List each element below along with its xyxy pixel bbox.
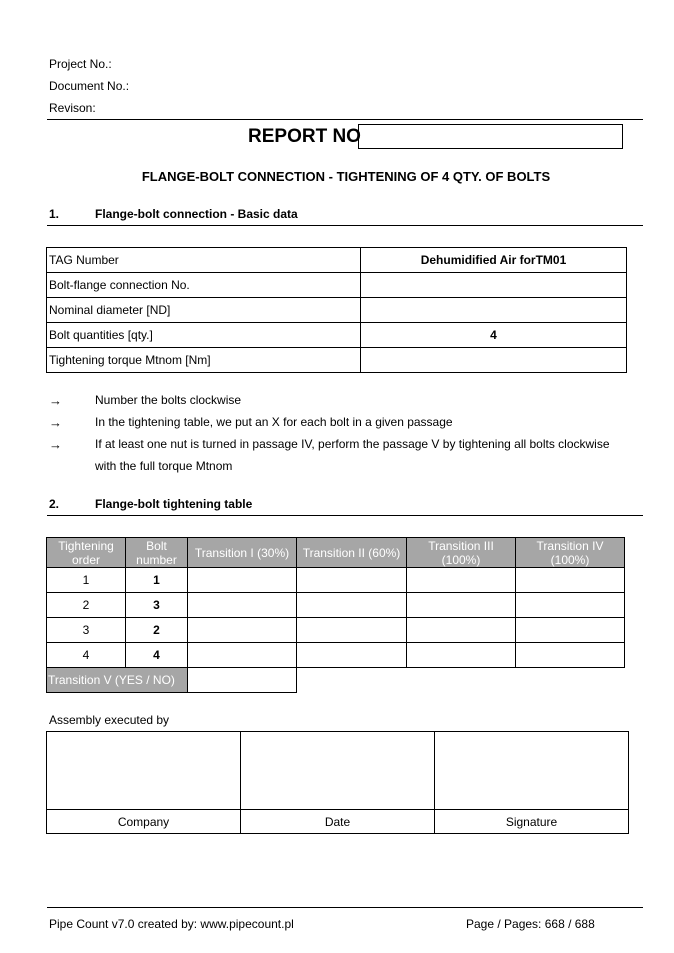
signature-box-row: [47, 732, 629, 810]
bolt-quantities-value[interactable]: 4: [361, 323, 627, 348]
table-row: [47, 323, 627, 348]
bolt-number-cell: 1: [126, 568, 188, 593]
assembly-table: [46, 731, 629, 834]
transition-2-cell[interactable]: [297, 618, 407, 643]
col-bolt-number: Bolt number: [126, 538, 188, 568]
transition-1-cell[interactable]: [188, 643, 297, 668]
arrow-icon: →: [49, 437, 62, 452]
transition-1-cell[interactable]: [188, 593, 297, 618]
tightening-order-cell: 3: [47, 618, 126, 643]
revision-label: Revison:: [49, 101, 96, 115]
report-number-field[interactable]: [358, 124, 623, 149]
transition-4-cell[interactable]: [516, 618, 625, 643]
col-transition-3: Transition III (100%): [407, 538, 516, 568]
note-item: If at least one nut is turned in passage IV, perform the passage V by tightening all bolts clockwise: [95, 437, 610, 451]
page-counter: Page / Pages: 668 / 688: [466, 917, 595, 931]
section2-title: Flange-bolt tightening table: [95, 497, 253, 511]
basic-data-table: [46, 247, 627, 373]
signature-label-row: [47, 810, 629, 834]
section1-number: 1.: [49, 207, 60, 221]
report-title: REPORT NO: [248, 126, 361, 147]
transition-3-cell[interactable]: [407, 643, 516, 668]
transition-v-row: [47, 668, 625, 693]
footer-divider: [47, 907, 643, 908]
transition-3-cell[interactable]: [407, 618, 516, 643]
table-row: [47, 248, 627, 273]
tightening-table: [46, 537, 625, 693]
transition-4-cell[interactable]: [516, 643, 625, 668]
note-item: Number the bolts clockwise: [95, 393, 242, 407]
transition-3-cell[interactable]: [407, 568, 516, 593]
company-label: Company: [47, 810, 241, 834]
connection-no-value[interactable]: [361, 273, 627, 298]
document-title: FLANGE-BOLT CONNECTION - TIGHTENING OF 4 QTY. OF BOLTS: [141, 169, 551, 184]
col-transition-2: Transition II (60%): [297, 538, 407, 568]
transition-4-cell[interactable]: [516, 593, 625, 618]
project-no-label: Project No.:: [49, 57, 112, 71]
section2-number: 2.: [49, 497, 60, 511]
table-row: [47, 618, 625, 643]
table-row: [47, 593, 625, 618]
section2-divider: [47, 515, 643, 516]
tightening-torque-label: Tightening torque Mtnom [Nm]: [47, 348, 361, 373]
signature-label: Signature: [435, 810, 629, 834]
table-row: [47, 643, 625, 668]
arrow-icon: →: [49, 415, 62, 430]
section1-divider: [47, 225, 643, 226]
transition-2-cell[interactable]: [297, 593, 407, 618]
col-transition-4: Transition IV (100%): [516, 538, 625, 568]
transition-3-cell[interactable]: [407, 593, 516, 618]
tag-number-label: TAG Number: [47, 248, 361, 273]
date-box[interactable]: [241, 732, 435, 810]
table-row: [47, 348, 627, 373]
nominal-diameter-label: Nominal diameter [ND]: [47, 298, 361, 323]
table-header-row: [47, 538, 625, 568]
assembly-label: Assembly executed by: [49, 713, 170, 727]
transition-2-cell[interactable]: [297, 643, 407, 668]
transition-1-cell[interactable]: [188, 568, 297, 593]
transition-4-cell[interactable]: [516, 568, 625, 593]
col-transition-1: Transition I (30%): [188, 538, 297, 568]
table-row: [47, 298, 627, 323]
tightening-order-cell: 2: [47, 593, 126, 618]
bolt-quantities-label: Bolt quantities [qty.]: [47, 323, 361, 348]
footer-credit: Pipe Count v7.0 created by: www.pipecount.pl: [49, 917, 294, 931]
transition-v-label: Transition V (YES / NO): [47, 668, 188, 693]
section1-title: Flange-bolt connection - Basic data: [95, 207, 298, 221]
col-tightening-order: Tightening order: [47, 538, 126, 568]
tightening-order-cell: 1: [47, 568, 126, 593]
document-no-label: Document No.:: [49, 79, 130, 93]
date-label: Date: [241, 810, 435, 834]
signature-box[interactable]: [435, 732, 629, 810]
arrow-icon: →: [49, 393, 62, 408]
header-divider: [47, 119, 643, 120]
bolt-number-cell: 2: [126, 618, 188, 643]
tightening-order-cell: 4: [47, 643, 126, 668]
note-item: In the tightening table, we put an X for each bolt in a given passage: [95, 415, 453, 429]
transition-v-value[interactable]: [188, 668, 297, 693]
table-row: [47, 273, 627, 298]
transition-2-cell[interactable]: [297, 568, 407, 593]
nominal-diameter-value[interactable]: [361, 298, 627, 323]
table-row: [47, 568, 625, 593]
note-item-continued: with the full torque Mtnom: [95, 459, 233, 473]
company-box[interactable]: [47, 732, 241, 810]
bolt-number-cell: 3: [126, 593, 188, 618]
tightening-torque-value[interactable]: [361, 348, 627, 373]
transition-1-cell[interactable]: [188, 618, 297, 643]
connection-no-label: Bolt-flange connection No.: [47, 273, 361, 298]
tag-number-value[interactable]: Dehumidified Air forTM01: [361, 248, 627, 273]
bolt-number-cell: 4: [126, 643, 188, 668]
